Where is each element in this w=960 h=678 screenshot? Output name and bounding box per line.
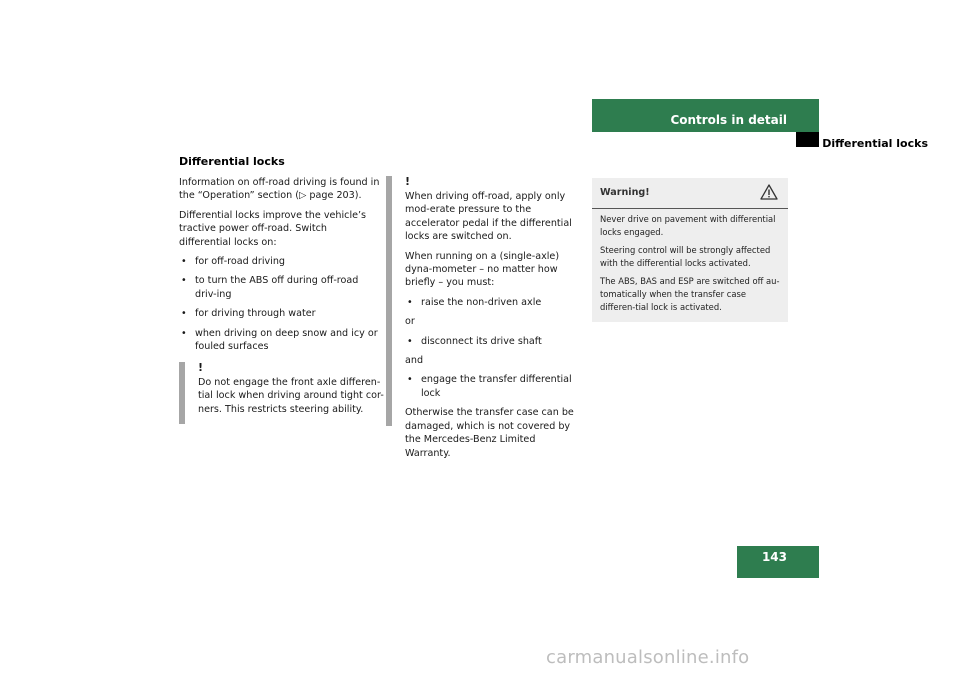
note-text: Do not engage the front axle differen-tial lock when driving around tight cor-ners. This restricts steering ability.	[198, 377, 384, 415]
paragraph: When running on a (single-axle) dyna-mometer – no matter how briefly – you must:	[405, 250, 560, 289]
warning-title: Warning!	[600, 187, 650, 198]
warning-line: Steering control will be strongly affected with the differential locks activated.	[600, 244, 771, 269]
header-marker	[796, 132, 819, 147]
warning-triangle-icon	[760, 184, 778, 200]
chapter-title: Controls in detail	[670, 113, 787, 127]
warning-body	[592, 209, 788, 315]
subsection-title: Differential locks	[822, 137, 928, 150]
list-item: • raise the non-driven axle	[407, 296, 542, 308]
paragraph: Information on off-road driving is found in the “Operation” section (▷ page 203).	[179, 177, 380, 202]
bullet-icon: •	[181, 308, 187, 320]
bullet-icon: •	[407, 296, 413, 308]
bullet-icon: •	[181, 275, 187, 287]
warning-line: Never drive on pavement with differential locks engaged.	[600, 214, 776, 238]
warning-header	[592, 178, 788, 209]
list-item: • engage the transfer differential lock	[407, 374, 572, 399]
text-column-left	[179, 176, 381, 359]
page-number-tab	[737, 546, 819, 578]
caution-note-front-axle	[179, 362, 390, 424]
section-title: Differential locks	[179, 155, 285, 168]
chapter-header-tab	[592, 99, 819, 132]
page-number: 143	[761, 550, 787, 564]
connector-text: and	[405, 355, 424, 367]
connector-text: or	[405, 316, 415, 328]
paragraph: Otherwise the transfer case can be damaged, which is not covered by the Mercedes-Benz Limited Warranty.	[405, 407, 574, 459]
bullet-icon: •	[407, 335, 413, 347]
footer-watermark: carmanualsonline.info	[546, 647, 750, 668]
exclamation-icon: !	[198, 361, 204, 374]
list-item: • when driving on deep snow and icy or fouled surfaces	[181, 327, 378, 353]
caution-note-off-road	[386, 175, 584, 459]
text-column-middle	[386, 175, 584, 459]
paragraph: Differential locks improve the vehicle’s tractive power off-road. Switch differential locks on:	[179, 209, 367, 248]
list-item: • for off-road driving	[181, 256, 286, 268]
list-item: • disconnect its drive shaft	[407, 335, 542, 347]
bullet-icon: •	[181, 256, 187, 268]
exclamation-icon: !	[405, 175, 411, 188]
bullet-icon: •	[407, 374, 413, 386]
paragraph: When driving off-road, apply only mod-erate pressure to the accelerator pedal if the differential locks are switched on.	[405, 191, 572, 243]
list-item: • to turn the ABS off during off-road driv-ing	[181, 275, 359, 300]
list-item: • for driving through water	[181, 308, 316, 320]
warning-box	[592, 178, 788, 322]
bullet-icon: •	[181, 327, 187, 339]
warning-line: The ABS, BAS and ESP are switched off au-tomatically when the transfer case differen-tial lock is activated.	[600, 275, 780, 313]
